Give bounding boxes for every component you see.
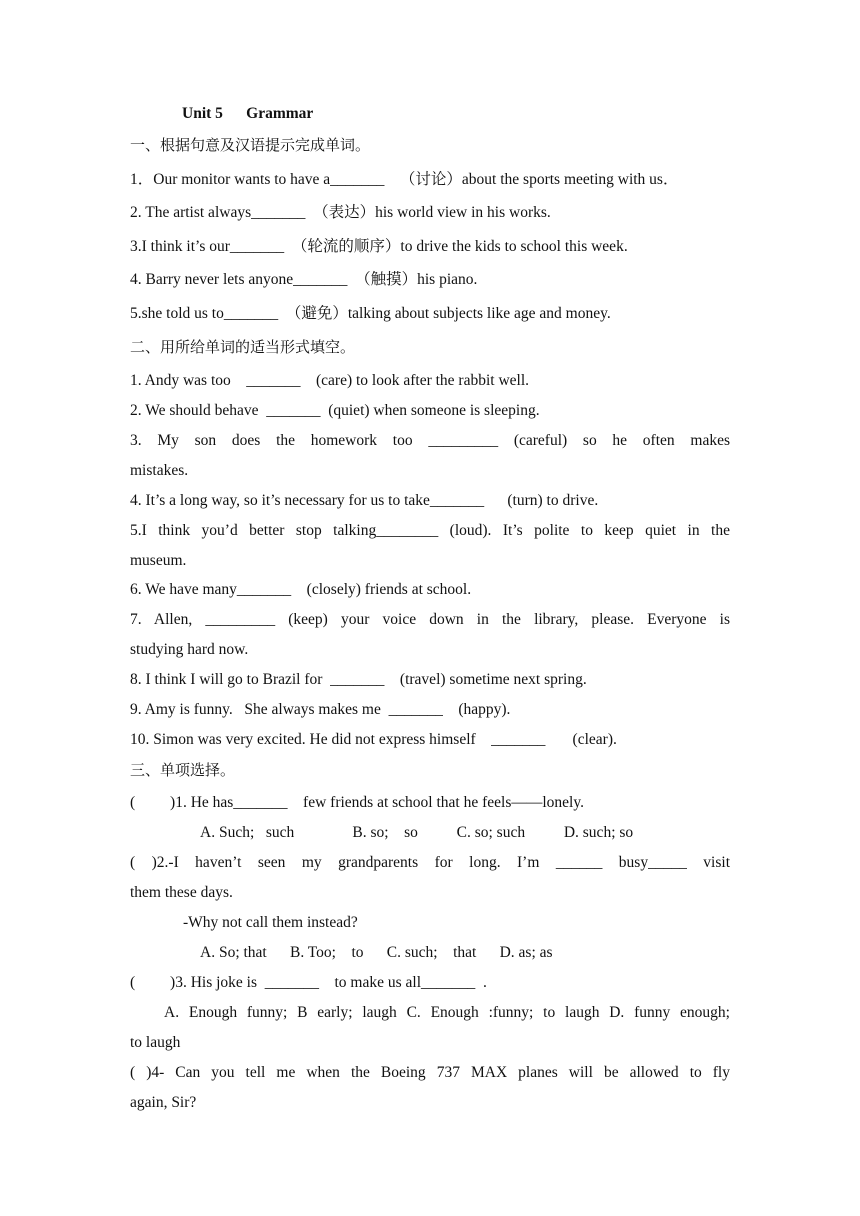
section2-line: 10. Simon was very excited. He did not express himself _______ (clear).: [130, 731, 617, 748]
question-line: ( )1. He has_______ few friends at school that he feels——lonely.: [130, 794, 584, 811]
answer-options: A. Such; such B. so; so C. so; such D. such; so: [200, 824, 634, 841]
section2-line: museum.: [130, 552, 187, 569]
section1-item: 4. Barry never lets anyone_______ （触摸）his piano.: [130, 271, 478, 288]
section2-line: 4. It’s a long way, so it’s necessary for us to take_______ (turn) to drive.: [130, 492, 599, 509]
section2-line: 7. Allen, _________ (keep) your voice down in the library, please. Everyone is: [130, 611, 730, 628]
question-line: -Why not call them instead?: [183, 914, 358, 931]
section3-heading: 三、单项选择。: [130, 761, 236, 779]
section2-line: 8. I think I will go to Brazil for _______ (travel) sometime next spring.: [130, 671, 587, 688]
answer-options: A. Enough funny; B early; laugh C. Enough :funny; to laugh D. funny enough;: [164, 1004, 730, 1021]
section1-item: 2. The artist always_______ （表达）his world view in his works.: [130, 204, 551, 221]
answer-options: to laugh: [130, 1034, 181, 1051]
section2-line: 5.I think you’d better stop talking________ (loud). It’s polite to keep quiet in the: [130, 522, 730, 539]
section2-line: 9. Amy is funny. She always makes me _______ (happy).: [130, 701, 511, 718]
section2-line: 1. Andy was too _______ (care) to look after the rabbit well.: [130, 372, 530, 389]
section2-line: mistakes.: [130, 462, 189, 479]
topic-label: Grammar: [246, 105, 314, 122]
section2-line: 2. We should behave _______ (quiet) when someone is sleeping.: [130, 402, 540, 419]
question-line: again, Sir?: [130, 1094, 197, 1111]
section2-heading: 二、用所给单词的适当形式填空。: [130, 338, 356, 356]
question-line: ( )2.-I haven’t seen my grandparents for long. I’m ______ busy_____ visit: [130, 854, 730, 871]
answer-options: A. So; that B. Too; to C. such; that D. as; as: [200, 944, 553, 961]
page-title: [182, 104, 313, 124]
question-line: them these days.: [130, 884, 233, 901]
question-line: ( )4- Can you tell me when the Boeing 737 MAX planes will be allowed to fly: [130, 1064, 730, 1081]
section1-item: 3.I think it’s our_______ （轮流的顺序）to drive the kids to school this week.: [130, 238, 628, 255]
section1-item: 1．Our monitor wants to have a_______ （讨论）about the sports meeting with us．: [130, 171, 679, 188]
section2-line: 6. We have many_______ (closely) friends at school.: [130, 581, 472, 598]
section2-line: studying hard now.: [130, 641, 249, 658]
section2-line: 3. My son does the homework too _________ (careful) so he often makes: [130, 432, 730, 449]
question-line: ( )3. His joke is _______ to make us all_______ .: [130, 974, 487, 991]
unit-label: Unit 5: [182, 105, 223, 122]
section1-item: 5.she told us to_______ （避免）talking about subjects like age and money.: [130, 305, 611, 322]
section1-heading: 一、根据句意及汉语提示完成单词。: [130, 136, 371, 154]
